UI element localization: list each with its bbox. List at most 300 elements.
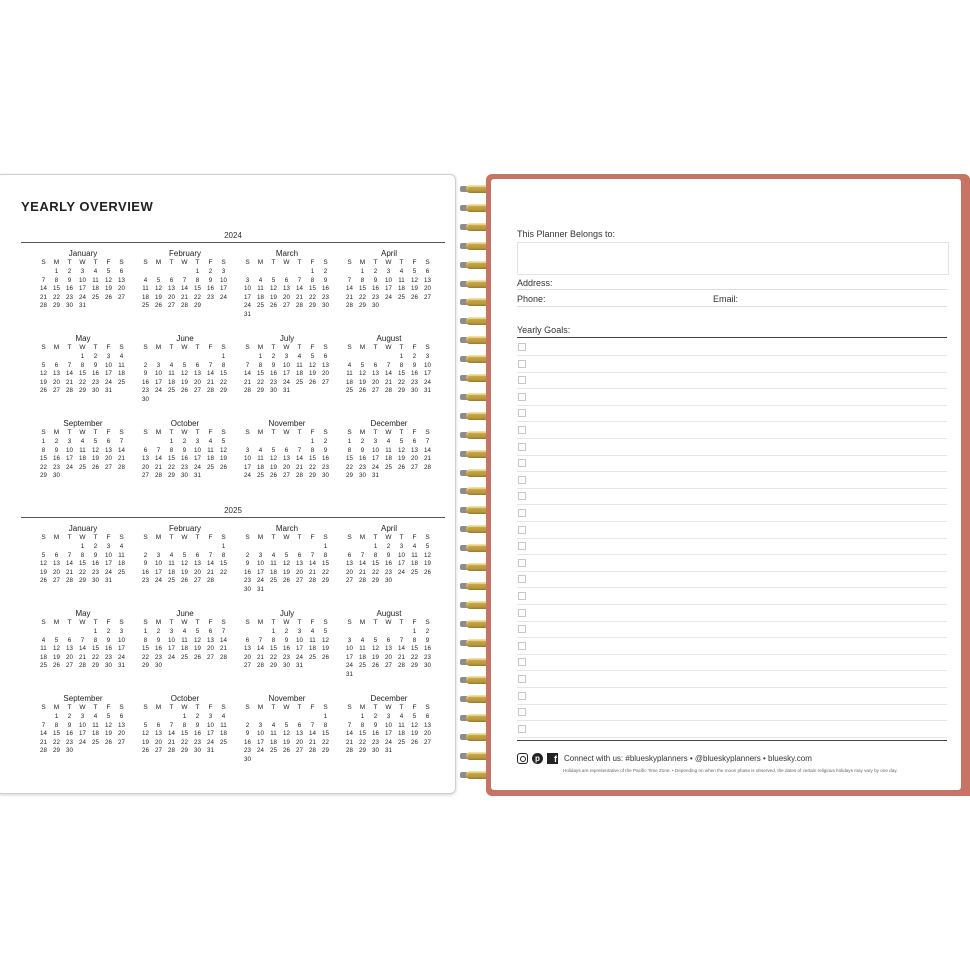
weekday-header: W [79,619,86,626]
weekday-header: W [79,429,86,436]
day-number: 7 [67,361,72,369]
day-number: 19 [155,293,162,301]
day-number: 9 [360,446,365,454]
day-number: 30 [155,662,162,670]
day-number: 2 [93,543,98,550]
day-number: 3 [67,438,72,445]
day-number: 18 [398,285,405,293]
day-number: 14 [220,636,227,644]
day-number: 16 [194,730,201,738]
day-number: 20 [424,285,431,293]
day-number: 29 [322,577,329,585]
goal-checkbox[interactable] [518,609,526,617]
day-number: 22 [142,653,149,661]
day-number: 20 [207,645,214,653]
day-number: 23 [283,653,290,661]
day-number: 13 [194,560,201,568]
day-number: 12 [359,370,366,378]
day-number: 26 [40,387,47,395]
day-number: 4 [258,276,263,284]
day-number: 13 [155,730,162,738]
day-number: 30 [283,662,290,670]
day-number: 16 [411,370,418,378]
goal-checkbox[interactable] [518,575,526,583]
goal-row[interactable] [517,405,947,422]
day-number: 6 [143,446,148,454]
goal-checkbox[interactable] [518,492,526,500]
goal-row[interactable] [517,588,947,605]
day-number: 12 [142,730,149,738]
day-number: 1 [310,438,315,445]
day-number: 27 [155,747,162,755]
day-number: 18 [398,730,405,738]
goal-row[interactable] [517,455,947,472]
weekday-header: T [373,534,378,541]
day-number: 11 [309,636,316,644]
weekday-header: S [347,704,352,711]
day-number: 21 [79,653,86,661]
goal-checkbox[interactable] [518,642,526,650]
day-number: 28 [40,747,47,755]
day-number: 26 [398,463,405,471]
weekday-header: W [79,344,86,351]
day-number: 3 [373,438,378,445]
goal-checkbox[interactable] [518,708,526,716]
month-name: February [168,249,201,258]
goal-row[interactable] [517,704,947,721]
year-header-2024 [21,231,445,245]
goal-row[interactable] [517,671,947,688]
day-number: 8 [54,276,59,284]
goal-row[interactable] [517,605,947,622]
weekday-header: S [347,344,352,351]
day-number: 16 [155,645,162,653]
day-number: 22 [322,568,329,576]
weekday-header: M [155,619,162,626]
day-number: 16 [270,370,277,378]
weekday-header: F [106,534,111,541]
weekday-header: M [359,704,366,711]
goal-row[interactable] [517,688,947,705]
day-number: 19 [181,378,188,386]
day-number: 13 [296,730,303,738]
day-number: 30 [244,586,251,593]
goal-row[interactable] [517,439,947,456]
day-number: 4 [80,438,85,445]
day-number: 23 [53,463,60,471]
day-number: 16 [385,560,392,568]
goal-row[interactable] [517,339,947,356]
day-number: 11 [398,721,405,729]
day-number: 27 [105,463,112,471]
day-number: 24 [283,378,290,386]
day-number: 18 [40,653,47,661]
weekday-header: F [208,704,213,711]
owner-name-field[interactable] [517,242,949,275]
day-number: 30 [66,747,73,755]
day-number: 19 [194,645,201,653]
day-number: 9 [271,361,276,369]
day-number: 26 [270,472,277,480]
day-number: 29 [359,747,366,755]
day-number: 2 [245,721,250,729]
day-number: 5 [41,361,46,369]
goal-checkbox[interactable] [518,426,526,434]
goal-checkbox[interactable] [518,675,526,683]
day-number: 9 [323,276,328,284]
day-number: 6 [156,721,161,729]
day-number: 27 [346,577,353,585]
day-number: 3 [169,628,174,635]
weekday-header: S [119,344,124,351]
goal-checkbox[interactable] [518,725,526,733]
day-number: 22 [359,293,366,301]
day-number: 11 [207,446,214,454]
day-number: 24 [207,738,214,746]
day-number: 28 [155,472,162,480]
day-number: 12 [398,446,405,454]
goal-row[interactable] [517,505,947,522]
day-number: 15 [194,285,201,293]
day-number: 8 [143,636,148,644]
month-calendar [37,249,129,329]
day-number: 25 [385,463,392,471]
goal-checkbox[interactable] [518,443,526,451]
day-number: 19 [309,370,316,378]
day-number: 19 [372,653,379,661]
day-number: 26 [359,387,366,395]
day-number: 20 [346,568,353,576]
instagram-icon [517,753,528,764]
day-number: 29 [53,302,60,310]
day-number: 4 [399,713,404,720]
goal-checkbox[interactable] [518,658,526,666]
day-number: 13 [118,721,125,729]
goal-row[interactable] [517,522,947,539]
social-footer [517,751,812,765]
day-number: 14 [398,645,405,653]
weekday-header: S [245,534,250,541]
weekday-header: M [257,619,264,626]
goals-label: Yearly Goals: [517,325,571,335]
month-name: October [170,419,200,428]
weekday-header: M [155,429,162,436]
day-number: 25 [168,387,175,395]
weekday-header: W [79,534,86,541]
day-number: 11 [92,276,99,284]
day-number: 21 [257,653,264,661]
day-number: 7 [425,438,430,445]
day-number: 10 [79,276,86,284]
goal-row[interactable] [517,538,947,555]
day-number: 4 [93,268,98,275]
day-number: 31 [296,662,303,670]
goal-row[interactable] [517,571,947,588]
day-number: 27 [118,738,125,746]
day-number: 14 [40,285,47,293]
day-number: 26 [155,302,162,310]
day-number: 11 [257,285,264,293]
day-number: 21 [207,568,214,576]
day-number: 27 [142,472,149,480]
day-number: 21 [296,293,303,301]
weekday-header: S [323,344,328,351]
day-number: 20 [283,293,290,301]
day-number: 6 [195,551,200,559]
day-number: 16 [359,455,366,463]
day-number: 2 [54,438,59,445]
day-number: 10 [385,276,392,284]
weekday-header: M [257,259,264,266]
day-number: 22 [79,568,86,576]
day-number: 30 [411,387,418,395]
day-number: 26 [181,577,188,585]
goal-checkbox[interactable] [518,692,526,700]
day-number: 24 [66,463,73,471]
goal-checkbox[interactable] [518,559,526,567]
facebook-icon: f [547,753,558,764]
goal-checkbox[interactable] [518,343,526,351]
day-number: 8 [271,636,276,644]
weekday-header: S [119,619,124,626]
weekday-header: F [208,534,213,541]
day-number: 9 [93,361,98,369]
goal-checkbox[interactable] [518,476,526,484]
day-number: 21 [346,293,353,301]
day-number: 1 [271,628,276,635]
day-number: 2 [182,438,187,445]
goal-row[interactable] [517,356,947,373]
day-number: 13 [168,285,175,293]
month-name: May [75,609,91,618]
day-number: 20 [296,738,303,746]
day-number: 31 [207,747,214,755]
goal-row[interactable] [517,555,947,572]
goal-checkbox[interactable] [518,409,526,417]
goal-row[interactable] [517,389,947,406]
weekday-header: T [271,619,276,626]
weekday-header: T [195,619,200,626]
day-number: 28 [207,577,214,585]
day-number: 14 [296,455,303,463]
day-number: 23 [142,387,149,395]
goal-checkbox[interactable] [518,526,526,534]
weekday-header: T [93,344,98,351]
goal-row[interactable] [517,472,947,489]
day-number: 29 [322,747,329,755]
weekday-header: S [41,619,46,626]
day-number: 9 [67,276,72,284]
day-number: 19 [40,568,47,576]
day-number: 30 [66,302,73,310]
day-number: 12 [270,455,277,463]
weekday-header: M [53,344,60,351]
day-number: 3 [245,276,250,284]
day-number: 6 [323,353,328,360]
day-number: 27 [411,463,418,471]
day-number: 28 [66,387,73,395]
day-number: 17 [155,568,162,576]
day-number: 25 [296,378,303,386]
day-number: 12 [105,276,112,284]
day-number: 16 [372,730,379,738]
day-number: 8 [347,446,352,454]
weekday-header: T [67,259,72,266]
day-number: 27 [194,577,201,585]
day-number: 13 [53,560,60,568]
day-number: 18 [257,293,264,301]
day-number: 17 [220,285,227,293]
weekday-header: T [67,619,72,626]
day-number: 16 [142,568,149,576]
weekday-header: M [155,534,162,541]
goal-row[interactable] [517,488,947,505]
day-number: 13 [372,370,379,378]
day-number: 26 [411,738,418,746]
day-number: 18 [118,370,125,378]
goal-row[interactable] [517,654,947,671]
day-number: 23 [155,653,162,661]
day-number: 21 [398,653,405,661]
day-number: 21 [155,463,162,471]
goal-checkbox[interactable] [518,509,526,517]
day-number: 14 [385,370,392,378]
goal-row[interactable] [517,638,947,655]
month-calendar [37,694,129,774]
month-name: September [63,419,103,428]
weekday-header: T [373,344,378,351]
day-number: 16 [283,645,290,653]
day-number: 14 [168,730,175,738]
weekday-header: S [41,344,46,351]
goal-checkbox[interactable] [518,625,526,633]
day-number: 23 [92,378,99,386]
day-number: 8 [412,636,417,644]
day-number: 10 [346,645,353,653]
day-number: 7 [386,361,391,369]
day-number: 9 [386,551,391,559]
weekday-header: W [283,344,290,351]
month-calendar [37,524,129,604]
day-number: 7 [41,721,46,729]
day-number: 26 [105,293,112,301]
day-number: 12 [411,721,418,729]
day-number: 14 [66,370,73,378]
day-number: 9 [373,721,378,729]
day-number: 4 [169,361,174,369]
day-number: 11 [270,560,277,568]
day-number: 24 [372,463,379,471]
goal-row[interactable] [517,621,947,638]
day-number: 3 [425,353,430,360]
day-number: 30 [53,472,60,480]
day-number: 20 [118,730,125,738]
day-number: 5 [323,628,328,635]
weekday-header: S [323,704,328,711]
day-number: 10 [79,721,86,729]
day-number: 25 [118,568,125,576]
goal-checkbox[interactable] [518,542,526,550]
goal-checkbox[interactable] [518,459,526,467]
day-number: 8 [169,446,174,454]
day-number: 10 [385,721,392,729]
day-number: 15 [53,730,60,738]
day-number: 2 [323,438,328,445]
day-number: 12 [372,645,379,653]
day-number: 6 [54,361,59,369]
day-number: 1 [347,438,352,445]
day-number: 20 [411,455,418,463]
goal-row[interactable] [517,422,947,439]
goal-checkbox[interactable] [518,393,526,401]
goal-checkbox[interactable] [518,360,526,368]
day-number: 16 [322,285,329,293]
month-name: November [268,694,306,703]
month-calendar [37,419,129,499]
day-number: 18 [309,645,316,653]
goal-checkbox[interactable] [518,376,526,384]
day-number: 24 [296,653,303,661]
day-number: 24 [244,472,251,480]
goal-checkbox[interactable] [518,592,526,600]
day-number: 3 [297,628,302,635]
weekday-header: F [106,704,111,711]
day-number: 22 [346,463,353,471]
weekday-header: T [195,429,200,436]
goal-row[interactable] [517,372,947,389]
weekday-header: S [143,619,148,626]
year-label: 2024 [224,231,242,240]
day-number: 1 [195,268,200,275]
day-number: 25 [359,662,366,670]
day-number: 18 [257,463,264,471]
day-number: 2 [67,268,72,275]
day-number: 7 [258,636,263,644]
day-number: 17 [207,730,214,738]
day-number: 1 [54,713,59,720]
day-number: 23 [181,463,188,471]
day-number: 3 [208,713,213,720]
day-number: 8 [373,551,378,559]
day-number: 19 [40,378,47,386]
day-number: 27 [194,387,201,395]
day-number: 5 [360,361,365,369]
day-number: 25 [79,463,86,471]
day-number: 25 [220,738,227,746]
day-number: 18 [359,653,366,661]
month-name: November [268,419,306,428]
day-number: 2 [412,353,417,360]
day-number: 16 [66,730,73,738]
day-number: 5 [106,713,111,720]
month-calendar [139,249,231,329]
day-number: 8 [41,446,46,454]
month-calendar [343,694,435,774]
weekday-header: W [385,344,392,351]
day-number: 21 [181,293,188,301]
day-number: 7 [182,276,187,284]
day-number: 28 [346,747,353,755]
goal-row[interactable] [517,721,947,738]
day-number: 5 [41,551,46,559]
day-number: 2 [425,628,430,635]
day-number: 7 [360,551,365,559]
day-number: 18 [411,560,418,568]
day-number: 24 [155,577,162,585]
day-number: 25 [257,472,264,480]
day-number: 20 [283,463,290,471]
day-number: 4 [347,361,352,369]
